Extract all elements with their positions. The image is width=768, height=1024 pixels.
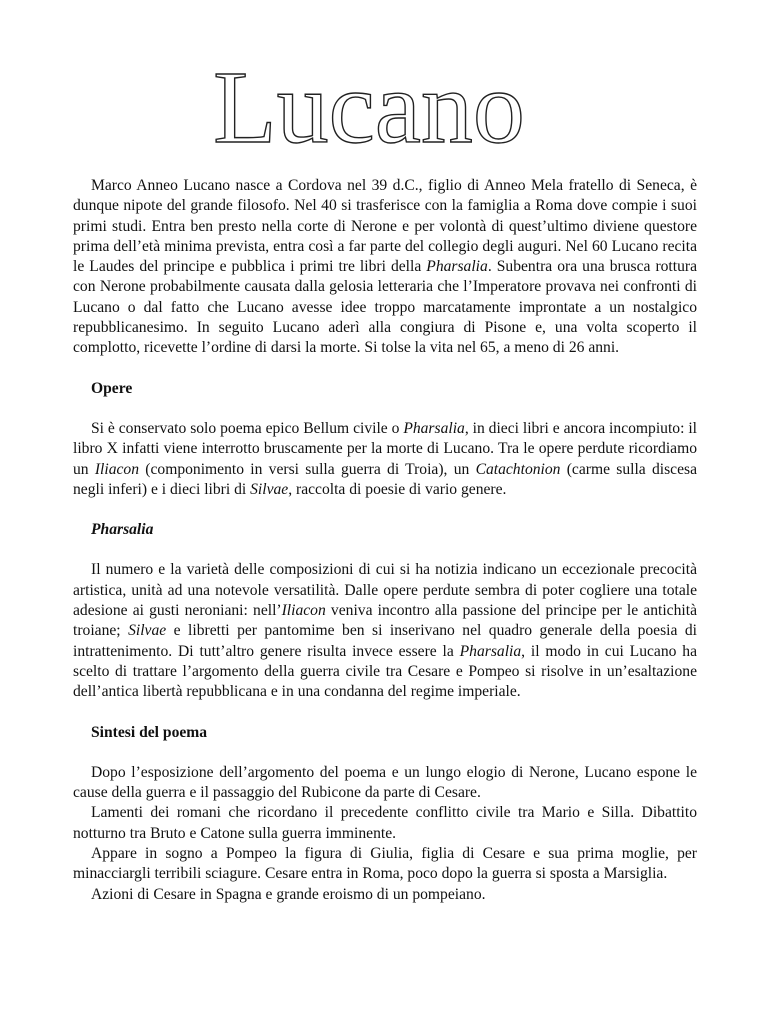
heading-pharsalia: Pharsalia: [91, 521, 154, 539]
intro-text-2: . Subentra ora una brusca rottura con Nerone probabilmente causata dalla gelosia letteraria che l’Imperatore provava nei confronti di Lucano o dal fatto che Lucano avesse idee troppo marcatamente improntate a un nostalgico repubblicanesimo. In seguito Lucano aderì alla congiura di Pisone e, una volta scoperto il complotto, ricevette l’ordine di darsi la morte. Si tolse la vita nel 65, a meno di 26 anni.: [73, 258, 698, 357]
pharsalia-text-3: e libretti per pantomime ben si inserivano nel quadro generale della poesia di intrattenimento. Di tutt’altro genere risulta invece essere la: [73, 622, 697, 660]
sintesi-line: Azioni di Cesare in Spagna e grande eroismo di un pompeiano.: [91, 885, 486, 903]
pharsalia-text-4: , il modo in cui Lucano ha scelto di trattare l’argomento della guerra civile tra Cesare e Pompeo si risolve in un’esaltazione dell’antica libertà repubblicana e in una condanna del regime imperiale.: [73, 642, 697, 701]
opere-italic-1: Pharsalia: [403, 419, 465, 437]
opere-text-3: (componimento in versi sulla guerra di Troia), un: [139, 460, 476, 478]
title-outline-svg: [73, 50, 697, 162]
sintesi-line: Lamenti dei romani che ricordano il precedente conflitto civile tra Mario e Silla. Dibattito notturno tra Bruto e Catone sulla guerra imminente.: [73, 804, 697, 842]
intro-text-1: Marco Anneo Lucano nasce a Cordova nel 39 d.C., figlio di Anneo Mela fratello di Seneca, è dunque nipote del grande filosofo. Nel 40 si trasferisce con la famiglia a Roma dove compie i suoi primi studi. Entra ben presto nella corte di Nerone e per volontà di quest’ultimo diviene questore prima dell’età minima prevista, entra così a far parte del collegio degli auguri. Nel 60 Lucano recita le Laudes del principe e pubblica i primi tre libri della: [73, 177, 697, 276]
opere-italic-3: Catachtonion: [475, 460, 561, 478]
opere-text-4: (carme sulla discesa negli inferi) e i dieci libri di: [73, 460, 697, 498]
intro-paragraph: [73, 176, 697, 359]
opere-text-5: , raccolta di poesie di vario genere.: [288, 480, 507, 498]
opere-text-2: , in dieci libri e ancora incompiuto: il libro X infatti viene interrotto bruscamente per la morte di Lucano. Tra le opere perdute ricordiamo un: [73, 419, 697, 478]
opere-italic-2: Iliacon: [94, 460, 140, 478]
document-body: [73, 176, 697, 905]
pharsalia-italic-2: Silvae: [128, 622, 167, 640]
sintesi-line: Appare in sogno a Pompeo la figura di Giulia, figlia di Cesare e sua prima moglie, per minacciargli terribili sciagure. Cesare entra in Roma, poco dopo la guerra si sposta a Marsiglia.: [73, 845, 697, 883]
title-text: Lucano: [213, 50, 525, 162]
pharsalia-italic-3: Pharsalia: [459, 642, 522, 660]
pharsalia-italic-1: Iliacon: [281, 602, 326, 620]
intro-italic-pharsalia: Pharsalia: [426, 258, 488, 276]
opere-text-1: Si è conservato solo poema epico Bellum civile o: [91, 419, 404, 437]
heading-sintesi: Sintesi del poema: [91, 723, 208, 741]
heading-opere: Opere: [91, 379, 133, 397]
pharsalia-paragraph: [73, 560, 697, 702]
pharsalia-text-2: veniva incontro alla passione del principe per le antichità troiane;: [73, 602, 697, 640]
pharsalia-text-1: Il numero e la varietà delle composizioni di cui si ha notizia indicano un eccezionale precocità artistica, unità ad una notevole versatilità. Dalle opere perdute sembra di poter cogliere una totale adesione ai gusti neroniani: nell’: [73, 561, 697, 620]
document-title: [73, 50, 697, 162]
sintesi-line: Dopo l’esposizione dell’argomento del poema e un lungo elogio di Nerone, Lucano espone le cause della guerra e il passaggio del Rubicone da parte di Cesare.: [73, 763, 697, 802]
opere-paragraph: [73, 419, 697, 500]
opere-italic-4: Silvae: [250, 480, 289, 498]
